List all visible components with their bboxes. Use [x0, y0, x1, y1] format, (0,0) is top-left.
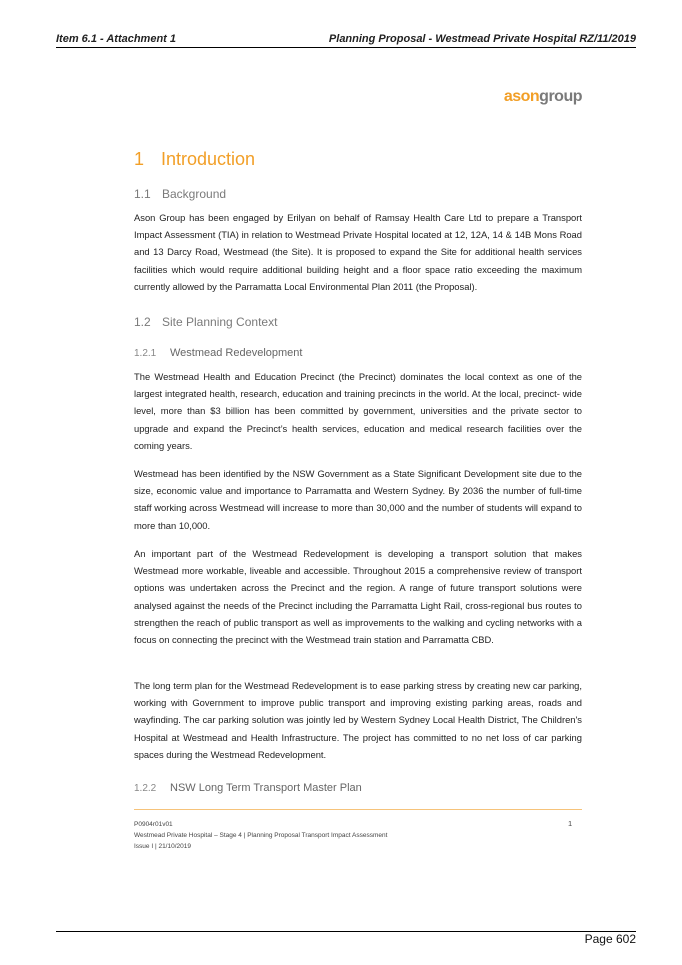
footer-divider — [134, 809, 582, 810]
ason-group-logo: asongroup — [503, 88, 582, 105]
bottom-divider — [56, 931, 636, 932]
subsubsection-heading-transport-master-plan: 1.2.2 NSW Long Term Transport Master Plan — [134, 782, 362, 794]
header-document-title: Planning Proposal - Westmead Private Hospital RZ/11/2019 — [328, 33, 636, 45]
paragraph-parking-plan: The long term plan for the Westmead Redevelopment is to ease parking stress by creating new car parking, working with Government to improve public transport and improving existing parking areas, roads and wayfinding. The car parking solution was jointly led by Western Sydney Local Health District, The Children's Hospital at Westmead and Health Infrastructure. The project has committed to no net loss of car parking spaces during the Westmead Redevelopment. — [134, 680, 582, 760]
page-label: Page 602 — [584, 932, 636, 946]
background-paragraph: Ason Group has been engaged by Erilyan on behalf of Ramsay Health Care Ltd to prepare a Transport Impact Assessment (TIA) in relation to Westmead Private Hospital located at 12, 12A, 14 & 14B Mons Road and 13 Darcy Road, Westmead (the Site). It is proposed to expand the Site for additional health services facilities which would require additional building height and a floor space ratio exceeding the maximum currently allowed by the Parramatta Local Environmental Plan 2011 (the Proposal). — [134, 212, 582, 292]
footer-document-title: Westmead Private Hospital – Stage 4 | Planning Proposal Transport Impact Assessment — [134, 832, 388, 839]
footer-reference: P0904r01v01 — [134, 821, 173, 828]
subsection-heading-site-planning: 1.2 Site Planning Context — [134, 315, 278, 329]
page-header — [56, 33, 636, 48]
subsection-heading-background: 1.1 Background — [134, 187, 227, 201]
paragraph-precinct: The Westmead Health and Education Precinct (the Precinct) dominates the local context as one of the largest integrated health, research, education and training precincts in the world. At the local, precinct- wide level, more than $3 billion has been committed by government, universities and the private sector to upgrade and expand the Precinct’s health services, education and medical research facilities over the coming years. — [134, 371, 582, 451]
paragraph-transport-solution: An important part of the Westmead Redevelopment is developing a transport solution that makes Westmead more workable, liveable and accessible. Throughout 2015 a comprehensive review of transport options was undertaken across the Precinct and the region. A range of future transport solutions were analysed against the needs of the Precinct including the Parramatta Light Rail, cross-regional bus routes to strengthen the reach of public transport as well as improvements to the walking and cycling networks with a focus on connecting the precinct with the Westmead train station and Parramatta CBD. — [134, 548, 582, 646]
section-heading-introduction: 1 Introduction — [134, 149, 256, 169]
header-attachment-label: Item 6.1 - Attachment 1 — [56, 33, 177, 45]
subsubsection-heading-westmead-redevelopment: 1.2.1 Westmead Redevelopment — [134, 347, 303, 359]
footer-page-number: 1 — [568, 819, 573, 828]
paragraph-ssd: Westmead has been identified by the NSW Government as a State Significant Development site due to the size, economic value and importance to Parramatta and Western Sydney. By 2036 the number of full-time staff working across Westmead will increase to more than 30,000 and the number of students will expand to more than 10,000. — [134, 468, 582, 531]
footer-issue: Issue I | 21/10/2019 — [134, 843, 191, 850]
